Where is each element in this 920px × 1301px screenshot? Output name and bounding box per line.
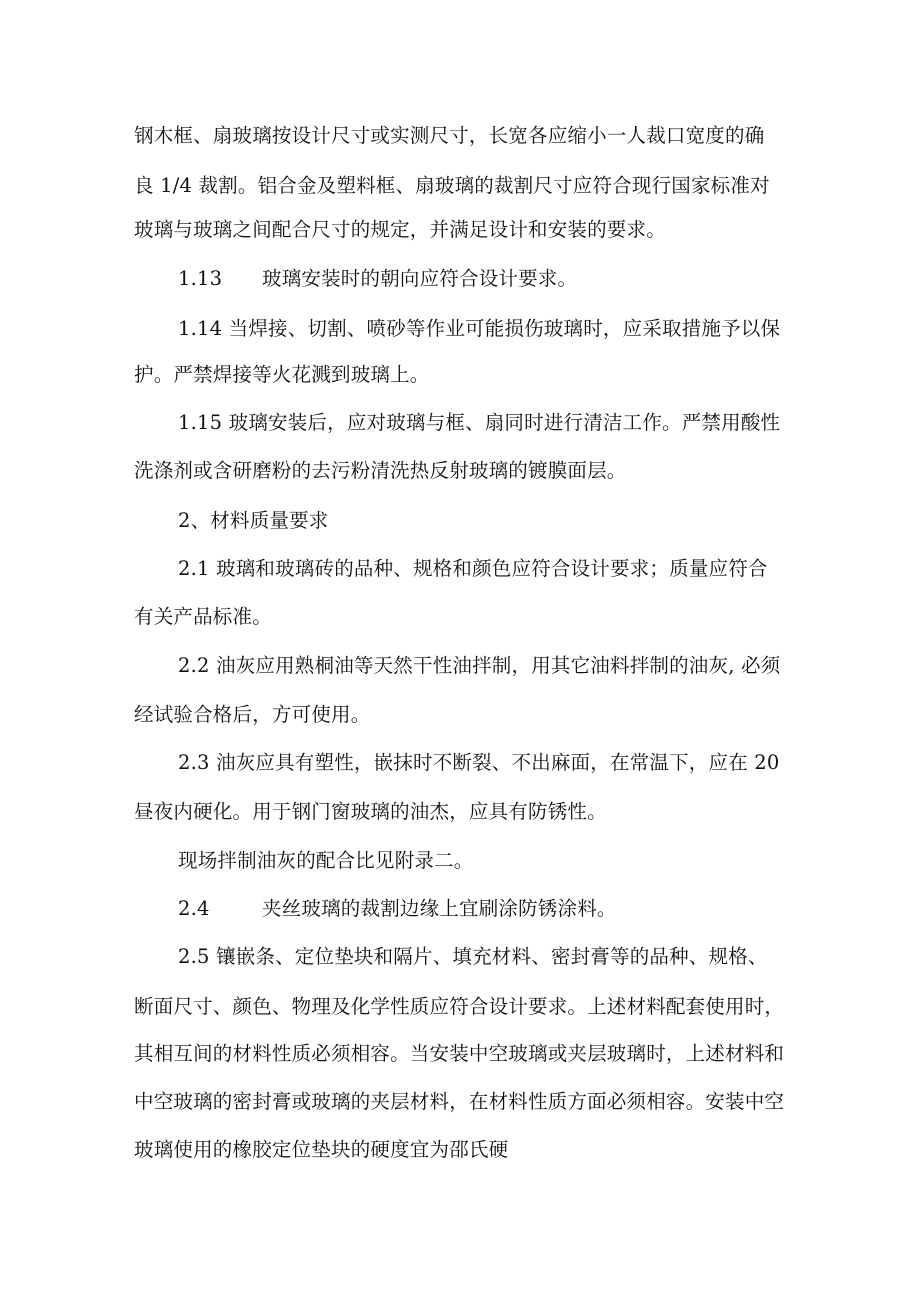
clause-number: 1.13 <box>178 267 223 290</box>
text-line: 护。严禁焊接等火花溅到玻璃上。 <box>134 363 430 386</box>
text-line: 洗涤剂或含研磨粉的去污粉清洗热反射玻璃的镀膜面层。 <box>134 459 627 482</box>
text-line: 昼夜内硬化。用于钢门窗玻璃的油杰，应具有防锈性。 <box>134 800 607 823</box>
text-line: 玻璃与玻璃之间配合尺寸的规定，并满足设计和安装的要求。 <box>134 218 666 241</box>
text-line: 现场拌制油灰的配合比见附录二。 <box>178 849 474 872</box>
text-line: 断面尺寸、颜色、物理及化学性质应符合设计要求。上述材料配套使用时， <box>134 995 785 1018</box>
text-line: 中空玻璃的密封膏或玻璃的夹层材料，在材料性质方面必须相容。安装中空 <box>134 1090 785 1113</box>
text-line: 2.5 镶嵌条、定位垫块和隔片、填充材料、密封膏等的品种、规格、 <box>178 945 768 968</box>
text-line: 钢木框、扇玻璃按设计尺寸或实测尺寸，长宽各应缩小一人裁口宽度的确 <box>134 124 765 147</box>
text-line: 2.3 油灰应具有塑性，嵌抹时不断裂、不出麻面，在常温下，应在 20 <box>178 751 780 774</box>
text-line: 良 1/4 裁割。铝合金及塑料框、扇玻璃的裁割尺寸应符合现行国家标准对 <box>134 174 770 197</box>
text-line: 其相互间的材料性质必须相容。当安装中空玻璃或夹层玻璃时，上述材料和 <box>134 1042 785 1065</box>
section-heading: 2、材料质量要求 <box>178 509 329 532</box>
text-line: 1.14 当焊接、切割、喷砂等作业可能损伤玻璃时，应采取措施予以保 <box>178 317 781 340</box>
text-line: 有关产品标准。 <box>134 605 272 628</box>
text-line: 2.1 玻璃和玻璃砖的品种、规格和颜色应符合设计要求；质量应符合 <box>178 557 768 580</box>
text-line: 1.15 玻璃安装后，应对玻璃与框、扇同时进行清洁工作。严禁用酸性 <box>178 411 781 434</box>
text-line: 玻璃使用的橡胶定位垫块的硬度宜为邵氏硬 <box>134 1138 509 1161</box>
text-line: 夹丝玻璃的裁割边缘上宜刷涂防锈涂料。 <box>262 897 617 920</box>
text-line: 经试验合格后，方可使用。 <box>134 703 371 726</box>
text-line: 玻璃安装时的朝向应符合设计要求。 <box>262 267 578 290</box>
clause-number: 2.4 <box>178 897 210 920</box>
text-line: 2.2 油灰应用熟桐油等天然干性油拌制，用其它油料拌制的油灰, 必须 <box>178 654 781 677</box>
